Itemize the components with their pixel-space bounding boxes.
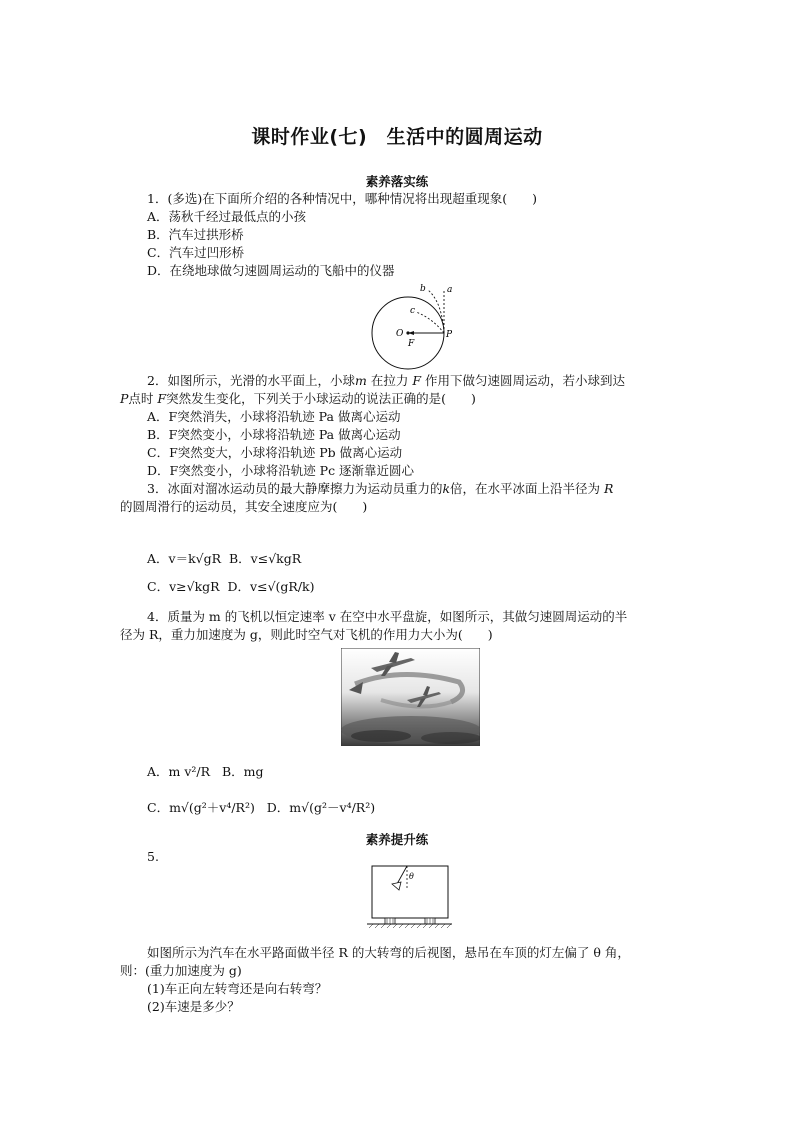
q3-option-a: A．v＝k√gR bbox=[147, 551, 222, 566]
q5-stem-line2: 则：(重力加速度为 g) bbox=[120, 963, 242, 978]
fig5-label-theta: θ bbox=[409, 872, 414, 881]
fig2-label-a: a bbox=[447, 285, 453, 295]
car-rear-view-figure bbox=[367, 862, 452, 930]
q1-stem: 1．(多选)在下面所介绍的各种情况中，哪种情况将出现超重现象( ) bbox=[147, 191, 537, 206]
q3-option-b: B．v≤√kgR bbox=[229, 551, 302, 566]
q3-option-d: D．v≤√(gR/k) bbox=[227, 579, 315, 594]
q2-stem-line2: P点时 F突然发生变化，下列关于小球运动的说法正确的是( ) bbox=[120, 391, 476, 406]
q3-options-ab bbox=[147, 550, 301, 568]
q1-option-b: B．汽车过拱形桥 bbox=[147, 227, 244, 242]
page-title: 课时作业(七) 生活中的圆周运动 bbox=[251, 126, 543, 148]
q4-option-d: D．m√(g²－v⁴/R²) bbox=[266, 800, 376, 815]
q1-option-c: C．汽车过凹形桥 bbox=[147, 245, 245, 260]
fig2-label-b: b bbox=[420, 284, 426, 294]
section-heading-basic: 素养落实练 bbox=[365, 174, 429, 189]
q3-stem-line1: 3．冰面对溜冰运动员的最大静摩擦力为运动员重力的k倍，在水平冰面上沿半径为 R bbox=[147, 481, 614, 496]
circle-trajectory-figure bbox=[360, 280, 470, 372]
q4-option-c: C．m√(g²＋v⁴/R²) bbox=[147, 800, 255, 815]
q2-option-b: B．F突然变小，小球将沿轨迹 Pa 做离心运动 bbox=[147, 427, 401, 442]
q3-stem-line2: 的圆周滑行的运动员，其安全速度应为( ) bbox=[120, 499, 368, 514]
q4-stem-line2: 径为 R，重力加速度为 g，则此时空气对飞机的作用力大小为( ) bbox=[120, 627, 493, 642]
fig2-label-c: c bbox=[410, 306, 416, 316]
q5-number: 5. bbox=[147, 849, 159, 864]
fig2-label-f: F bbox=[408, 339, 415, 349]
q3-options-cd bbox=[147, 578, 315, 596]
q1-option-d: D．在绕地球做匀速圆周运动的飞船中的仪器 bbox=[147, 263, 395, 278]
fig2-label-p: P bbox=[446, 330, 453, 340]
q2-stem-line1: 2．如图所示，光滑的水平面上，小球m 在拉力 F 作用下做匀速圆周运动，若小球到达 bbox=[147, 373, 625, 388]
section-heading-advanced: 素养提升练 bbox=[365, 832, 429, 847]
q2-option-a: A．F突然消失，小球将沿轨迹 Pa 做离心运动 bbox=[147, 409, 401, 424]
q5-subquestion-2: (2)车速是多少？ bbox=[147, 999, 240, 1014]
q4-option-b: B．mg bbox=[221, 764, 264, 779]
fig2-label-o: O bbox=[396, 329, 404, 339]
q1-option-a: A．荡秋千经过最低点的小孩 bbox=[147, 209, 307, 224]
q4-options-ab bbox=[147, 760, 264, 784]
q3-option-c: C．v≥√kgR bbox=[147, 579, 220, 594]
q5-stem-line1: 如图所示为汽车在水平路面做半径 R 的大转弯的后视图，悬吊在车顶的灯左偏了 θ 角， bbox=[147, 945, 630, 960]
airplane-photo-figure bbox=[341, 648, 480, 746]
q2-option-d: D．F突然变小，小球将沿轨迹 Pc 逐渐靠近圆心 bbox=[147, 463, 415, 478]
q5-subquestion-1: (1)车正向左转弯还是向右转弯？ bbox=[147, 981, 328, 996]
q4-option-a: A．m v²/R bbox=[147, 764, 211, 779]
q4-stem-line1: 4．质量为 m 的飞机以恒定速率 v 在空中水平盘旋，如图所示，其做匀速圆周运动的半 bbox=[147, 609, 628, 624]
q4-options-cd bbox=[147, 796, 375, 820]
q2-option-c: C．F突然变大，小球将沿轨迹 Pb 做离心运动 bbox=[147, 445, 403, 460]
